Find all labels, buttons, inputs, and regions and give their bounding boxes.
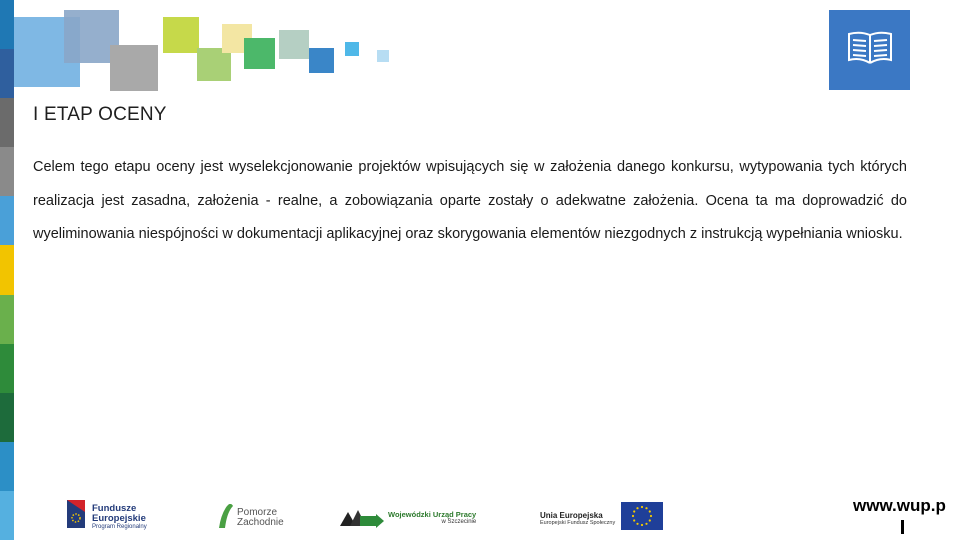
pomorze-line2: Zachodnie <box>237 516 284 528</box>
ue-line1: Unia Europejska <box>540 511 603 520</box>
fundusze-line1: Fundusze <box>92 502 137 514</box>
left-color-strip <box>0 0 14 540</box>
pomorze-griffin-icon <box>215 500 235 535</box>
text-cursor <box>901 520 904 534</box>
wup-line2: w Szczecinie <box>441 519 477 525</box>
website-url[interactable] <box>845 494 960 540</box>
fundusze-line2: Europejskie <box>92 512 146 524</box>
ue-logo <box>540 502 663 535</box>
fundusze-flag-icon <box>65 496 89 537</box>
url-text[interactable]: www.wup.p <box>853 496 946 515</box>
eu-flag-icon <box>621 502 663 535</box>
wup-blocks-icon <box>338 500 384 535</box>
fundusze-logo <box>65 496 147 537</box>
pomorze-line1: Pomorze <box>237 506 278 518</box>
book-icon <box>845 30 895 71</box>
fundusze-line3: Program Regionalny <box>92 523 147 530</box>
wup-logo <box>338 500 476 535</box>
book-tile <box>829 10 910 90</box>
partner-logos <box>60 496 690 536</box>
pomorze-logo <box>215 500 284 535</box>
ue-line2: Europejski Fundusz Społeczny <box>540 520 616 526</box>
page-title: I ETAP OCENY <box>33 104 167 125</box>
body-paragraph: Celem tego etapu oceny jest wyselekcjonowanie projektów wpisujących się w założenia danego konkursu, wytypowania tych których realizacja jest zasadna, założenia - realne, a zobowiązania oparte zostały o adekwatne założenia. Ocena ta ma doprowadzić do wyeliminowania niespójności w dokumentacji aplikacyjnej oraz skorygowania elementów niezgodnych z instrukcją wypełniania wniosku. <box>33 159 907 242</box>
wup-line1: Wojewódzki Urząd Pracy <box>388 510 477 519</box>
